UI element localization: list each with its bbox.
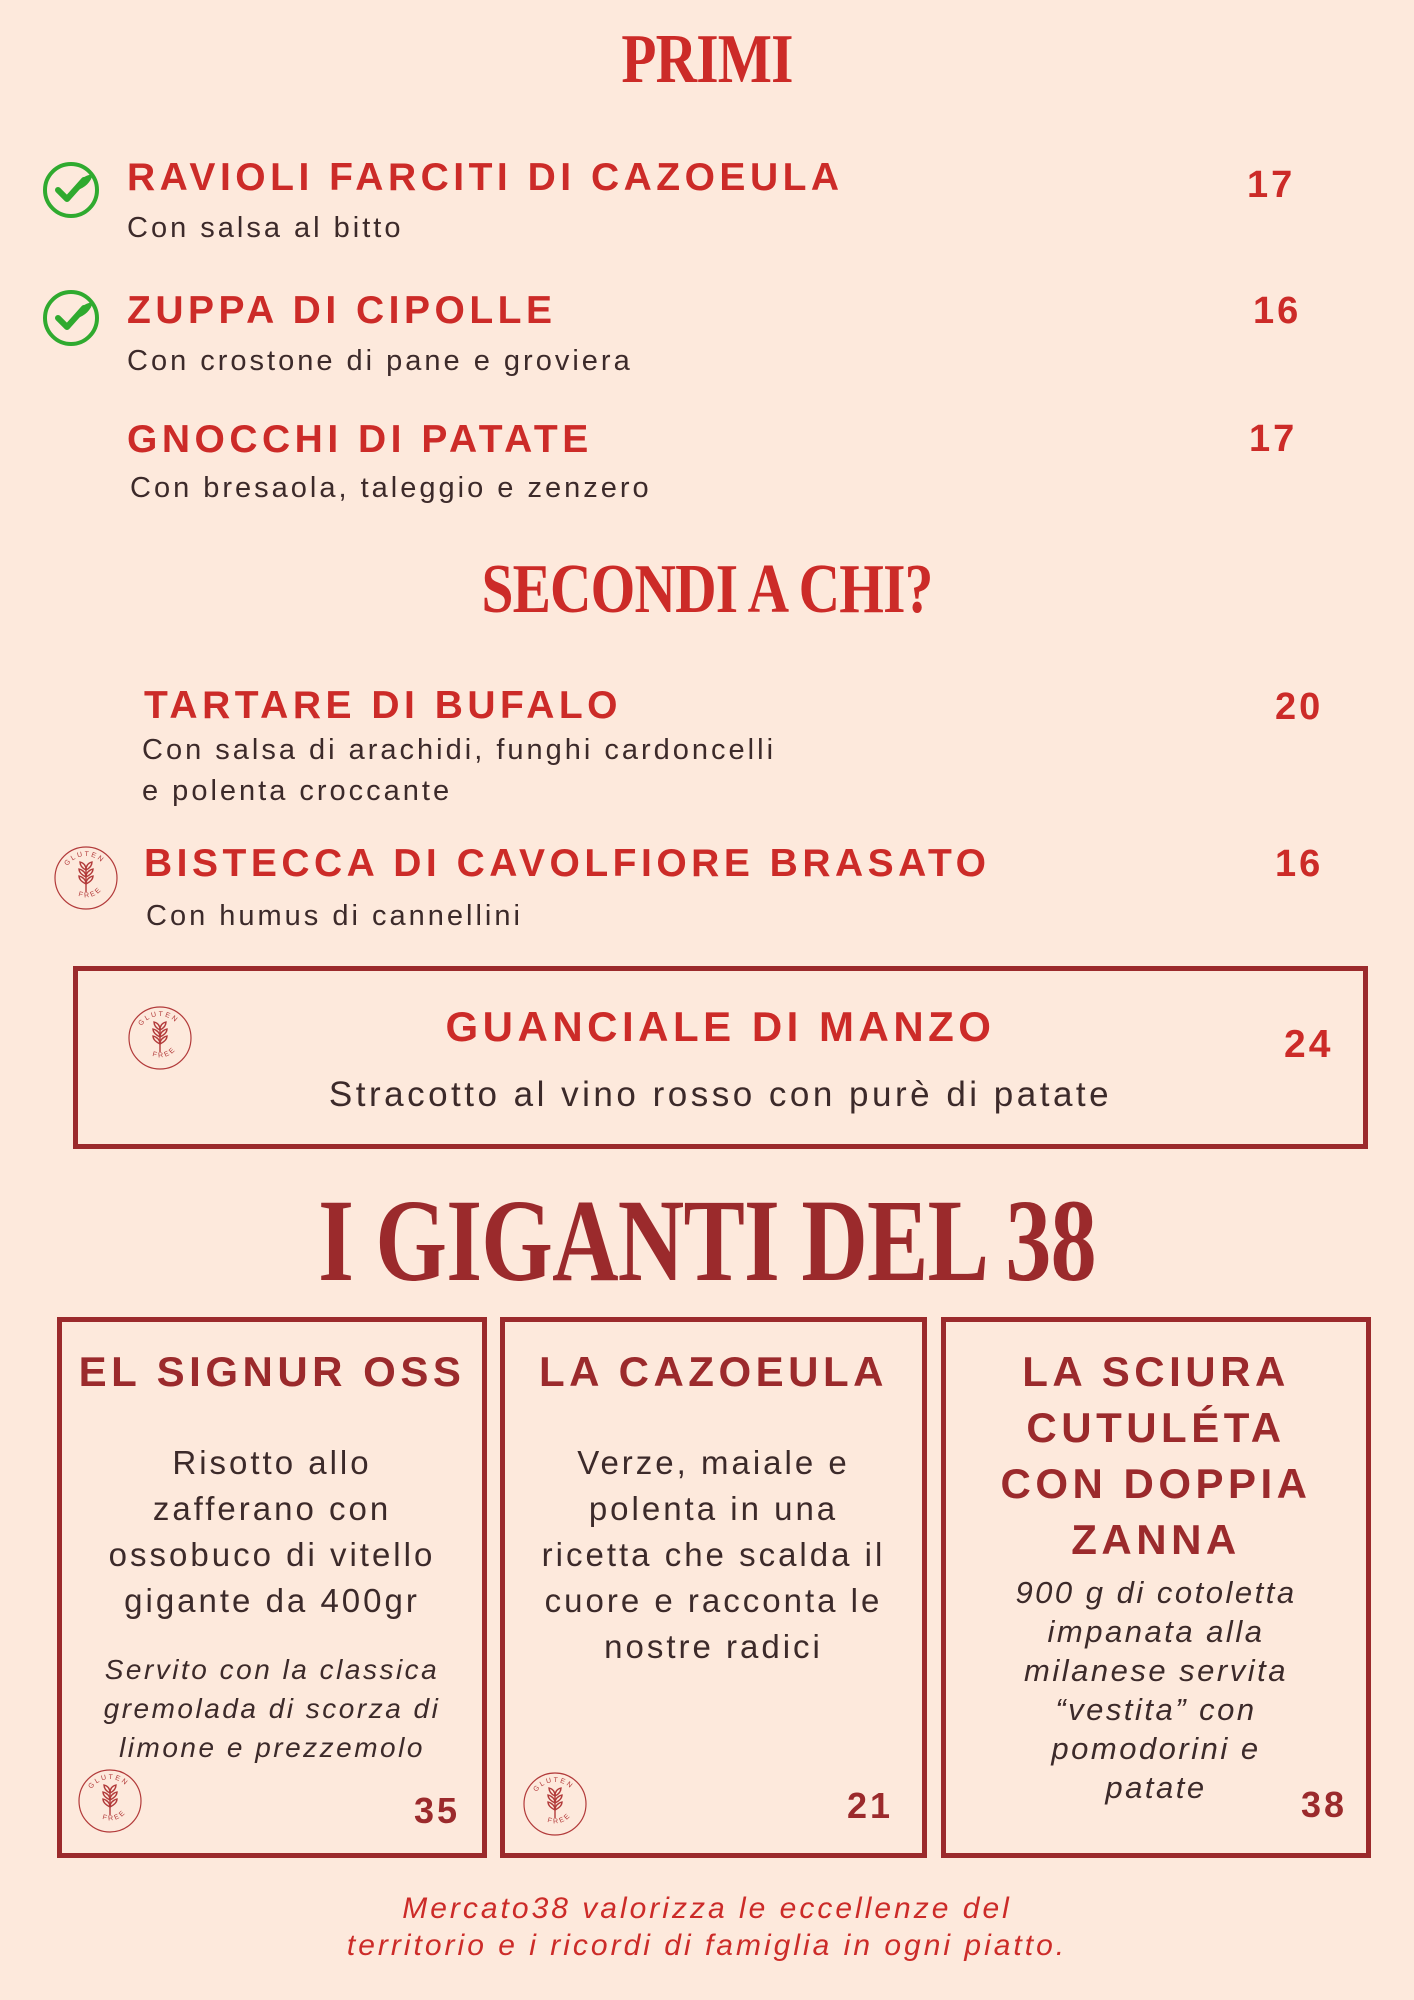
svg-text:GLUTEN: GLUTEN [87, 1773, 130, 1791]
dish-description: Con salsa al bitto [127, 212, 404, 244]
dish-name: RAVIOLI FARCITI DI CAZOEULA [127, 156, 844, 199]
dish-name: BISTECCA DI CAVOLFIORE BRASATO [144, 842, 991, 885]
dish-price: 20 [1275, 686, 1324, 728]
footer-tagline: Mercato38 valorizza le eccellenze del territorio e i ricordi di famiglia in ogni piatto. [346, 1892, 1068, 1962]
secondi-title: SECONDI A CHI? [481, 551, 933, 628]
giant-dish-price: 35 [414, 1790, 461, 1831]
giant-dish-card [500, 1317, 927, 1858]
giganti-title: I GIGANTI DEL 38 [318, 1175, 1096, 1306]
svg-text:FREE: FREE [101, 1808, 128, 1823]
check-icon [43, 162, 99, 218]
primi-title: PRIMI [621, 21, 793, 98]
featured-dish-name: GUANCIALE DI MANZO [445, 1003, 996, 1050]
dish-description: Con humus di cannellini [146, 900, 523, 932]
featured-dish-box [73, 966, 1368, 1149]
giant-dish-description: Verze, maiale e polenta in una ricetta che scalda il cuore e racconta le nostre radici [541, 1444, 886, 1665]
giant-dish-name: EL SIGNUR OSS [78, 1348, 466, 1395]
dish-description: e polenta croccante [142, 775, 453, 807]
giant-dish-price: 38 [1301, 1784, 1348, 1825]
svg-text:FREE: FREE [546, 1811, 573, 1826]
dish-description: Con salsa di arachidi, funghi cardoncelli [142, 734, 777, 766]
giant-dish-card [57, 1317, 487, 1858]
check-icon [43, 290, 99, 346]
svg-text:FREE: FREE [77, 885, 104, 900]
giant-dish-note: Servito con la classica gremolada di scorza di limone e prezzemolo [103, 1654, 441, 1763]
giant-dish-name: LA SCIURA CUTULÉTA CON DOPPIA ZANNA [1000, 1348, 1312, 1563]
dish-name: ZUPPA DI CIPOLLE [127, 289, 557, 332]
dish-price: 17 [1249, 418, 1298, 460]
gluten-free-icon [54, 846, 118, 910]
giant-dish-name: LA CAZOEULA [539, 1348, 888, 1395]
dish-name: GNOCCHI DI PATATE [127, 418, 593, 461]
giant-dish-card [941, 1317, 1371, 1858]
svg-text:GLUTEN: GLUTEN [63, 850, 106, 868]
featured-dish-price: 24 [1284, 1023, 1334, 1066]
gluten-free-icon [523, 1772, 587, 1836]
svg-text:GLUTEN: GLUTEN [532, 1776, 575, 1794]
giant-dish-price: 21 [847, 1785, 894, 1826]
dish-price: 16 [1253, 290, 1302, 332]
dish-description: Con bresaola, taleggio e zenzero [130, 472, 652, 504]
dish-name: TARTARE DI BUFALO [144, 684, 623, 727]
giant-dish-description: Risotto allo zafferano con ossobuco di vitello gigante da 400gr [108, 1444, 436, 1619]
featured-dish-description: Stracotto al vino rosso con purè di patate [328, 1075, 1113, 1114]
gluten-free-icon [78, 1769, 142, 1833]
giant-dish-note: 900 g di cotoletta impanata alla milanese servita “vestita” con pomodorini e patate [1015, 1575, 1297, 1805]
svg-text:GLUTEN: GLUTEN [137, 1010, 180, 1028]
svg-text:FREE: FREE [151, 1045, 178, 1060]
dish-price: 17 [1247, 164, 1296, 206]
dish-price: 16 [1275, 843, 1324, 885]
dish-description: Con crostone di pane e groviera [127, 345, 633, 377]
